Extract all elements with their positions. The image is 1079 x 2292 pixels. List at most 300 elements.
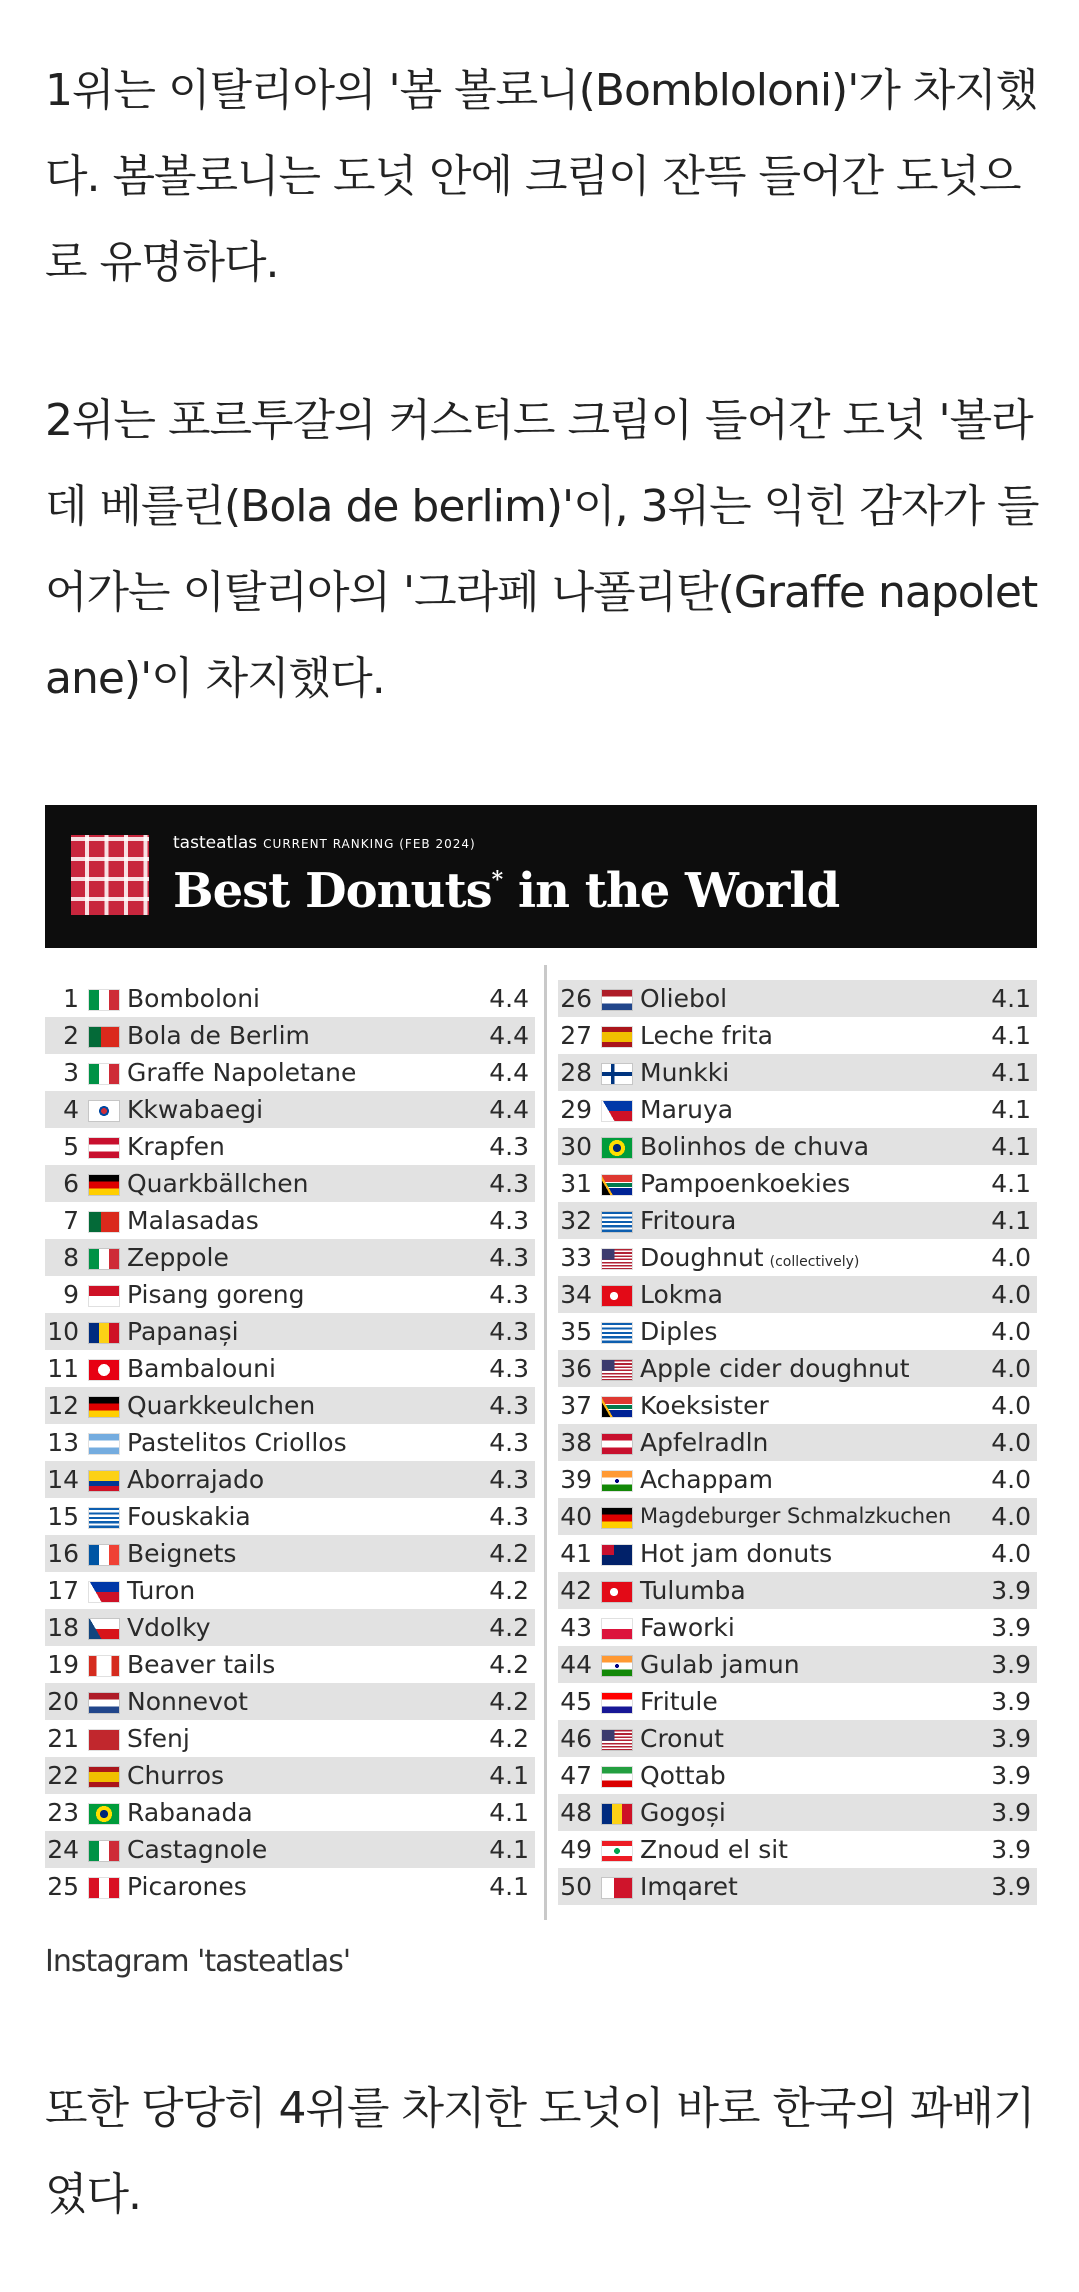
ranking-row <box>45 1091 535 1128</box>
rank-number: 33 <box>560 1243 592 1272</box>
rank-number: 8 <box>63 1243 79 1272</box>
rating-score: 4.0 <box>991 1539 1031 1568</box>
rating-score: 4.1 <box>991 1169 1031 1198</box>
ranking-row <box>45 1017 535 1054</box>
rank-number: 43 <box>560 1613 592 1642</box>
country-flag-icon <box>602 1767 632 1787</box>
ranking-row <box>45 1054 535 1091</box>
donut-name-text: Quarkbällchen <box>127 1169 309 1198</box>
rating-score: 3.9 <box>991 1687 1031 1716</box>
title-main: Best Donuts <box>173 863 492 919</box>
donut-name-text: Pisang goreng <box>127 1280 305 1309</box>
country-flag-icon <box>89 1656 119 1676</box>
country-flag-icon <box>602 1841 632 1861</box>
rating-score: 3.9 <box>991 1650 1031 1679</box>
rating-score: 4.1 <box>991 1132 1031 1161</box>
donut-name-text: Bambalouni <box>127 1354 276 1383</box>
donut-name <box>127 1798 253 1827</box>
country-flag-icon <box>89 1064 119 1084</box>
country-flag-icon <box>602 1397 632 1417</box>
ranking-row <box>558 1757 1037 1794</box>
ranking-row <box>558 1461 1037 1498</box>
ranking-row <box>558 1794 1037 1831</box>
donut-name-text: Beaver tails <box>127 1650 276 1679</box>
country-flag-icon <box>89 1693 119 1713</box>
donut-name <box>640 1761 726 1790</box>
rank-number: 25 <box>47 1872 79 1901</box>
rating-score: 4.2 <box>489 1687 529 1716</box>
donut-name <box>127 1576 195 1605</box>
donut-name-text: Kkwabaegi <box>127 1095 264 1124</box>
rating-score: 3.9 <box>991 1724 1031 1753</box>
rank-number: 50 <box>560 1872 592 1901</box>
rating-score: 4.3 <box>489 1243 529 1272</box>
donut-name-text: Turon <box>127 1576 196 1605</box>
ranking-row <box>558 1313 1037 1350</box>
rank-number: 42 <box>560 1576 592 1605</box>
ranking-row <box>558 1091 1037 1128</box>
donut-name <box>640 1613 735 1642</box>
donut-name <box>127 1502 251 1531</box>
ranking-row <box>45 1683 535 1720</box>
article-paragraph-2: 2위는 포르투갈의 커스터드 크림이 들어간 도넛 '볼라 데 베를린(Bola de berlim)'이, 3위는 익힌 감자가 들어가는 이탈리아의 '그라페 나폴리탄(Graffe napoletane)'이 차지했다. <box>45 395 1039 704</box>
country-flag-icon <box>89 990 119 1010</box>
rank-number: 20 <box>47 1687 79 1716</box>
donut-name-text: Leche frita <box>640 1021 773 1050</box>
donut-name <box>640 1539 832 1568</box>
donut-name-text: Krapfen <box>127 1132 225 1161</box>
rating-score: 4.3 <box>489 1280 529 1309</box>
donut-name-text: Oliebol <box>640 984 728 1013</box>
donut-name <box>127 1132 225 1161</box>
country-flag-icon <box>602 1693 632 1713</box>
ranking-row <box>45 980 535 1017</box>
donut-name-text: Maruya <box>640 1095 734 1124</box>
donut-name-text: Fritule <box>640 1687 718 1716</box>
rating-score: 4.0 <box>991 1280 1031 1309</box>
rank-number: 34 <box>560 1280 592 1309</box>
country-flag-icon <box>602 1878 632 1898</box>
country-flag-icon <box>89 1434 119 1454</box>
country-flag-icon <box>602 1138 632 1158</box>
donut-name-text: Malasadas <box>127 1206 259 1235</box>
donut-name-text: Aborrajado <box>127 1465 265 1494</box>
ranking-row <box>558 1387 1037 1424</box>
donut-name-text: Quarkkeulchen <box>127 1391 316 1420</box>
rank-number: 4 <box>63 1095 79 1124</box>
ranking-column-right <box>558 980 1037 1905</box>
country-flag-icon <box>89 1582 119 1602</box>
brand-name: tasteatlas <box>173 833 258 853</box>
rank-number: 17 <box>47 1576 79 1605</box>
donut-name-text: Beignets <box>127 1539 237 1568</box>
ranking-row <box>45 1646 535 1683</box>
country-flag-icon <box>602 1064 632 1084</box>
donut-name-text: Qottab <box>640 1761 726 1790</box>
rank-number: 15 <box>47 1502 79 1531</box>
rank-number: 14 <box>47 1465 79 1494</box>
country-flag-icon <box>89 1471 119 1491</box>
donut-name-text: Lokma <box>640 1280 723 1309</box>
country-flag-icon <box>89 1841 119 1861</box>
rating-score: 4.3 <box>489 1502 529 1531</box>
rank-number: 6 <box>63 1169 79 1198</box>
country-flag-icon <box>89 1767 119 1787</box>
title-mark: * <box>491 867 503 893</box>
donut-name-text: Znoud el sit <box>640 1835 788 1864</box>
rating-score: 4.3 <box>489 1206 529 1235</box>
ranking-row <box>45 1350 535 1387</box>
rating-score: 4.1 <box>991 984 1031 1013</box>
donut-name <box>640 1317 717 1346</box>
donut-name-text: Bola de Berlim <box>127 1021 310 1050</box>
rank-number: 28 <box>560 1058 592 1087</box>
country-flag-icon <box>602 1360 632 1380</box>
rank-number: 9 <box>63 1280 79 1309</box>
rank-number: 1 <box>63 984 79 1013</box>
rating-score: 4.2 <box>489 1576 529 1605</box>
donut-name-text: Rabanada <box>127 1798 253 1827</box>
ranking-header <box>45 805 1037 948</box>
ranking-title <box>173 863 839 919</box>
rank-number: 30 <box>560 1132 592 1161</box>
rating-score: 3.9 <box>991 1798 1031 1827</box>
ranking-row <box>558 1165 1037 1202</box>
rating-score: 4.1 <box>489 1835 529 1864</box>
donut-name-text: Fouskakia <box>127 1502 251 1531</box>
donut-name <box>640 1280 723 1309</box>
rating-score: 4.0 <box>991 1502 1031 1531</box>
donut-name-text: Churros <box>127 1761 225 1790</box>
rating-score: 4.2 <box>489 1613 529 1642</box>
donut-name <box>640 1206 736 1235</box>
donut-note: (collectively) <box>769 1254 860 1270</box>
ranking-row <box>45 1387 535 1424</box>
rating-score: 4.0 <box>991 1243 1031 1272</box>
donut-name <box>640 1465 773 1494</box>
country-flag-icon <box>89 1249 119 1269</box>
donut-name <box>127 1391 315 1420</box>
donut-name <box>127 1761 224 1790</box>
rating-score: 4.0 <box>991 1317 1031 1346</box>
rank-number: 26 <box>560 984 592 1013</box>
donut-name <box>640 1872 738 1901</box>
donut-name <box>640 1391 769 1420</box>
donut-name-text: Vdolky <box>127 1613 211 1642</box>
donut-name-text: Faworki <box>640 1613 735 1642</box>
donut-name <box>127 1280 304 1309</box>
rating-score: 4.1 <box>489 1872 529 1901</box>
rating-score: 3.9 <box>991 1576 1031 1605</box>
country-flag-icon <box>602 1434 632 1454</box>
country-flag-icon <box>602 1656 632 1676</box>
rating-score: 4.3 <box>489 1465 529 1494</box>
donut-name <box>127 1021 310 1050</box>
donut-name <box>127 1650 275 1679</box>
rating-score: 4.3 <box>489 1354 529 1383</box>
country-flag-icon <box>89 1878 119 1898</box>
donut-name-text: Bomboloni <box>127 984 260 1013</box>
donut-name-text: Pastelitos Criollos <box>127 1428 347 1457</box>
title-suffix: in the World <box>502 863 840 919</box>
country-flag-icon <box>89 1730 119 1750</box>
ranking-row <box>45 1757 535 1794</box>
rank-number: 41 <box>560 1539 592 1568</box>
country-flag-icon <box>602 1508 632 1528</box>
country-flag-icon <box>89 1545 119 1565</box>
ranking-row <box>45 1128 535 1165</box>
rating-score: 4.1 <box>991 1206 1031 1235</box>
rating-score: 4.2 <box>489 1724 529 1753</box>
country-flag-icon <box>89 1101 119 1121</box>
donut-name-text: Sfenj <box>127 1724 190 1753</box>
ranking-row <box>558 1017 1037 1054</box>
country-flag-icon <box>89 1175 119 1195</box>
donut-name-text: Gulab jamun <box>640 1650 800 1679</box>
donut-name <box>640 1058 729 1087</box>
ranking-row <box>558 1572 1037 1609</box>
ranking-label: CURRENT RANKING (FEB 2024) <box>263 837 476 851</box>
rating-score: 4.4 <box>489 1058 529 1087</box>
ranking-row <box>45 1461 535 1498</box>
rank-number: 3 <box>63 1058 79 1087</box>
ranking-row <box>558 1424 1037 1461</box>
rank-number: 39 <box>560 1465 592 1494</box>
ranking-row <box>558 1054 1037 1091</box>
ranking-row <box>558 1498 1037 1535</box>
country-flag-icon <box>602 1582 632 1602</box>
rating-score: 4.0 <box>991 1465 1031 1494</box>
donut-name <box>127 1724 190 1753</box>
donut-name <box>640 1798 726 1827</box>
donut-name-text: Imqaret <box>640 1872 738 1901</box>
ranking-row <box>45 1239 535 1276</box>
donut-name <box>127 1206 259 1235</box>
donut-name <box>640 1021 773 1050</box>
donut-name <box>640 1835 788 1864</box>
donut-name <box>127 984 260 1013</box>
rating-score: 4.4 <box>489 1021 529 1050</box>
column-divider <box>544 965 547 1920</box>
country-flag-icon <box>89 1212 119 1232</box>
rank-number: 18 <box>47 1613 79 1642</box>
ranking-row <box>558 1683 1037 1720</box>
rating-score: 4.1 <box>991 1058 1031 1087</box>
rank-number: 5 <box>63 1132 79 1161</box>
ranking-row <box>558 1609 1037 1646</box>
rating-score: 4.0 <box>991 1354 1031 1383</box>
rank-number: 37 <box>560 1391 592 1420</box>
donut-name <box>127 1687 248 1716</box>
donut-name-text: Diples <box>640 1317 718 1346</box>
ranking-row <box>45 1609 535 1646</box>
rating-score: 4.3 <box>489 1132 529 1161</box>
ranking-row <box>45 1313 535 1350</box>
donut-name-text: Papanași <box>127 1317 239 1346</box>
donut-name-text: Gogoși <box>640 1798 726 1827</box>
donut-name <box>127 1835 267 1864</box>
rank-number: 11 <box>47 1354 79 1383</box>
rating-score: 3.9 <box>991 1835 1031 1864</box>
donut-name <box>640 1132 869 1161</box>
ranking-row <box>558 1535 1037 1572</box>
country-flag-icon <box>602 1545 632 1565</box>
country-flag-icon <box>602 1212 632 1232</box>
ranking-row <box>45 1498 535 1535</box>
donut-name <box>640 1243 859 1272</box>
ranking-row <box>45 1720 535 1757</box>
donut-name <box>640 1169 850 1198</box>
country-flag-icon <box>89 1397 119 1417</box>
donut-name-text: Zeppole <box>127 1243 229 1272</box>
rank-number: 32 <box>560 1206 592 1235</box>
donut-name <box>127 1317 239 1346</box>
donut-name <box>640 1354 910 1383</box>
rating-score: 4.1 <box>489 1761 529 1790</box>
rank-number: 40 <box>560 1502 592 1531</box>
country-flag-icon <box>602 1730 632 1750</box>
ranking-row <box>45 1535 535 1572</box>
ranking-row <box>45 1165 535 1202</box>
rating-score: 4.3 <box>489 1169 529 1198</box>
country-flag-icon <box>89 1027 119 1047</box>
rating-score: 4.0 <box>991 1391 1031 1420</box>
country-flag-icon <box>602 1249 632 1269</box>
rank-number: 27 <box>560 1021 592 1050</box>
image-caption: Instagram 'tasteatlas' <box>45 1944 351 1979</box>
donut-name <box>640 1576 746 1605</box>
donut-name <box>127 1428 347 1457</box>
rank-number: 19 <box>47 1650 79 1679</box>
ranking-row <box>558 1831 1037 1868</box>
country-flag-icon <box>602 1027 632 1047</box>
rank-number: 24 <box>47 1835 79 1864</box>
country-flag-icon <box>602 1175 632 1195</box>
donut-name-text: Hot jam donuts <box>640 1539 833 1568</box>
ranking-row <box>558 1239 1037 1276</box>
donut-name <box>127 1058 356 1087</box>
ranking-row <box>45 1276 535 1313</box>
country-flag-icon <box>89 1286 119 1306</box>
rank-number: 21 <box>47 1724 79 1753</box>
donut-name <box>127 1613 211 1642</box>
donut-name <box>640 1428 768 1457</box>
donut-name <box>127 1539 236 1568</box>
rank-number: 44 <box>560 1650 592 1679</box>
ranking-row <box>45 1868 535 1905</box>
rating-score: 3.9 <box>991 1761 1031 1790</box>
rank-number: 35 <box>560 1317 592 1346</box>
country-flag-icon <box>602 990 632 1010</box>
rank-number: 48 <box>560 1798 592 1827</box>
donut-name <box>640 1095 733 1124</box>
donut-name-text: Doughnut <box>640 1243 764 1272</box>
ranking-row <box>558 1646 1037 1683</box>
donut-name-text: Munkki <box>640 1058 730 1087</box>
country-flag-icon <box>602 1471 632 1491</box>
donut-name-text: Apfelradln <box>640 1428 769 1457</box>
rank-number: 2 <box>63 1021 79 1050</box>
donut-name <box>127 1354 276 1383</box>
rating-score: 4.1 <box>991 1095 1031 1124</box>
rank-number: 38 <box>560 1428 592 1457</box>
rating-score: 4.3 <box>489 1428 529 1457</box>
country-flag-icon <box>602 1286 632 1306</box>
donut-name-text: Koeksister <box>640 1391 769 1420</box>
rank-number: 29 <box>560 1095 592 1124</box>
donut-name-text: Bolinhos de chuva <box>640 1132 870 1161</box>
donut-name-text: Picarones <box>127 1872 247 1901</box>
rank-number: 47 <box>560 1761 592 1790</box>
country-flag-icon <box>89 1360 119 1380</box>
rank-number: 49 <box>560 1835 592 1864</box>
rating-score: 3.9 <box>991 1872 1031 1901</box>
rank-number: 46 <box>560 1724 592 1753</box>
donut-name-text: Castagnole <box>127 1835 268 1864</box>
article-paragraph-3: 또한 당당히 4위를 차지한 도넛이 바로 한국의 꽈배기였다. <box>45 2083 1035 2220</box>
donut-name-text: Fritoura <box>640 1206 737 1235</box>
rank-number: 7 <box>63 1206 79 1235</box>
ranking-row <box>45 1202 535 1239</box>
donut-name <box>127 1872 247 1901</box>
rank-number: 36 <box>560 1354 592 1383</box>
rank-number: 12 <box>47 1391 79 1420</box>
ranking-row <box>558 1276 1037 1313</box>
country-flag-icon <box>89 1508 119 1528</box>
donut-name <box>127 1095 263 1124</box>
donut-name-text: Achappam <box>640 1465 773 1494</box>
donut-name <box>640 1650 800 1679</box>
ranking-row <box>45 1424 535 1461</box>
rank-number: 22 <box>47 1761 79 1790</box>
country-flag-icon <box>602 1101 632 1121</box>
rating-score: 4.4 <box>489 984 529 1013</box>
country-flag-icon <box>89 1138 119 1158</box>
donut-name <box>640 1724 724 1753</box>
donut-name <box>640 1504 951 1528</box>
rank-number: 45 <box>560 1687 592 1716</box>
donut-name-text: Cronut <box>640 1724 724 1753</box>
donut-name-text: Apple cider doughnut <box>640 1354 910 1383</box>
donut-name <box>640 1687 718 1716</box>
donut-name <box>127 1243 229 1272</box>
ranking-row <box>558 1720 1037 1757</box>
ranking-row <box>45 1831 535 1868</box>
rank-number: 31 <box>560 1169 592 1198</box>
rating-score: 4.3 <box>489 1317 529 1346</box>
rating-score: 4.2 <box>489 1539 529 1568</box>
country-flag-icon <box>89 1323 119 1343</box>
ranking-image <box>45 805 1037 1923</box>
country-flag-icon <box>602 1619 632 1639</box>
rank-number: 10 <box>47 1317 79 1346</box>
country-flag-icon <box>602 1804 632 1824</box>
donut-name-text: Magdeburger Schmalzkuchen <box>640 1504 952 1528</box>
rating-score: 4.2 <box>489 1650 529 1679</box>
rank-number: 16 <box>47 1539 79 1568</box>
ranking-row <box>45 1572 535 1609</box>
ranking-row <box>558 1868 1037 1905</box>
rating-score: 4.1 <box>991 1021 1031 1050</box>
country-flag-icon <box>602 1323 632 1343</box>
ranking-row <box>45 1794 535 1831</box>
rank-number: 23 <box>47 1798 79 1827</box>
article-paragraph-1: 1위는 이탈리아의 '봄 볼로니(Bombloloni)'가 차지했다. 봄볼로니는 도넛 안에 크림이 잔뜩 들어간 도넛으로 유명하다. <box>45 65 1038 288</box>
rating-score: 4.3 <box>489 1391 529 1420</box>
donut-name-text: Pampoenkoekies <box>640 1169 851 1198</box>
country-flag-icon <box>89 1804 119 1824</box>
ranking-row <box>558 980 1037 1017</box>
